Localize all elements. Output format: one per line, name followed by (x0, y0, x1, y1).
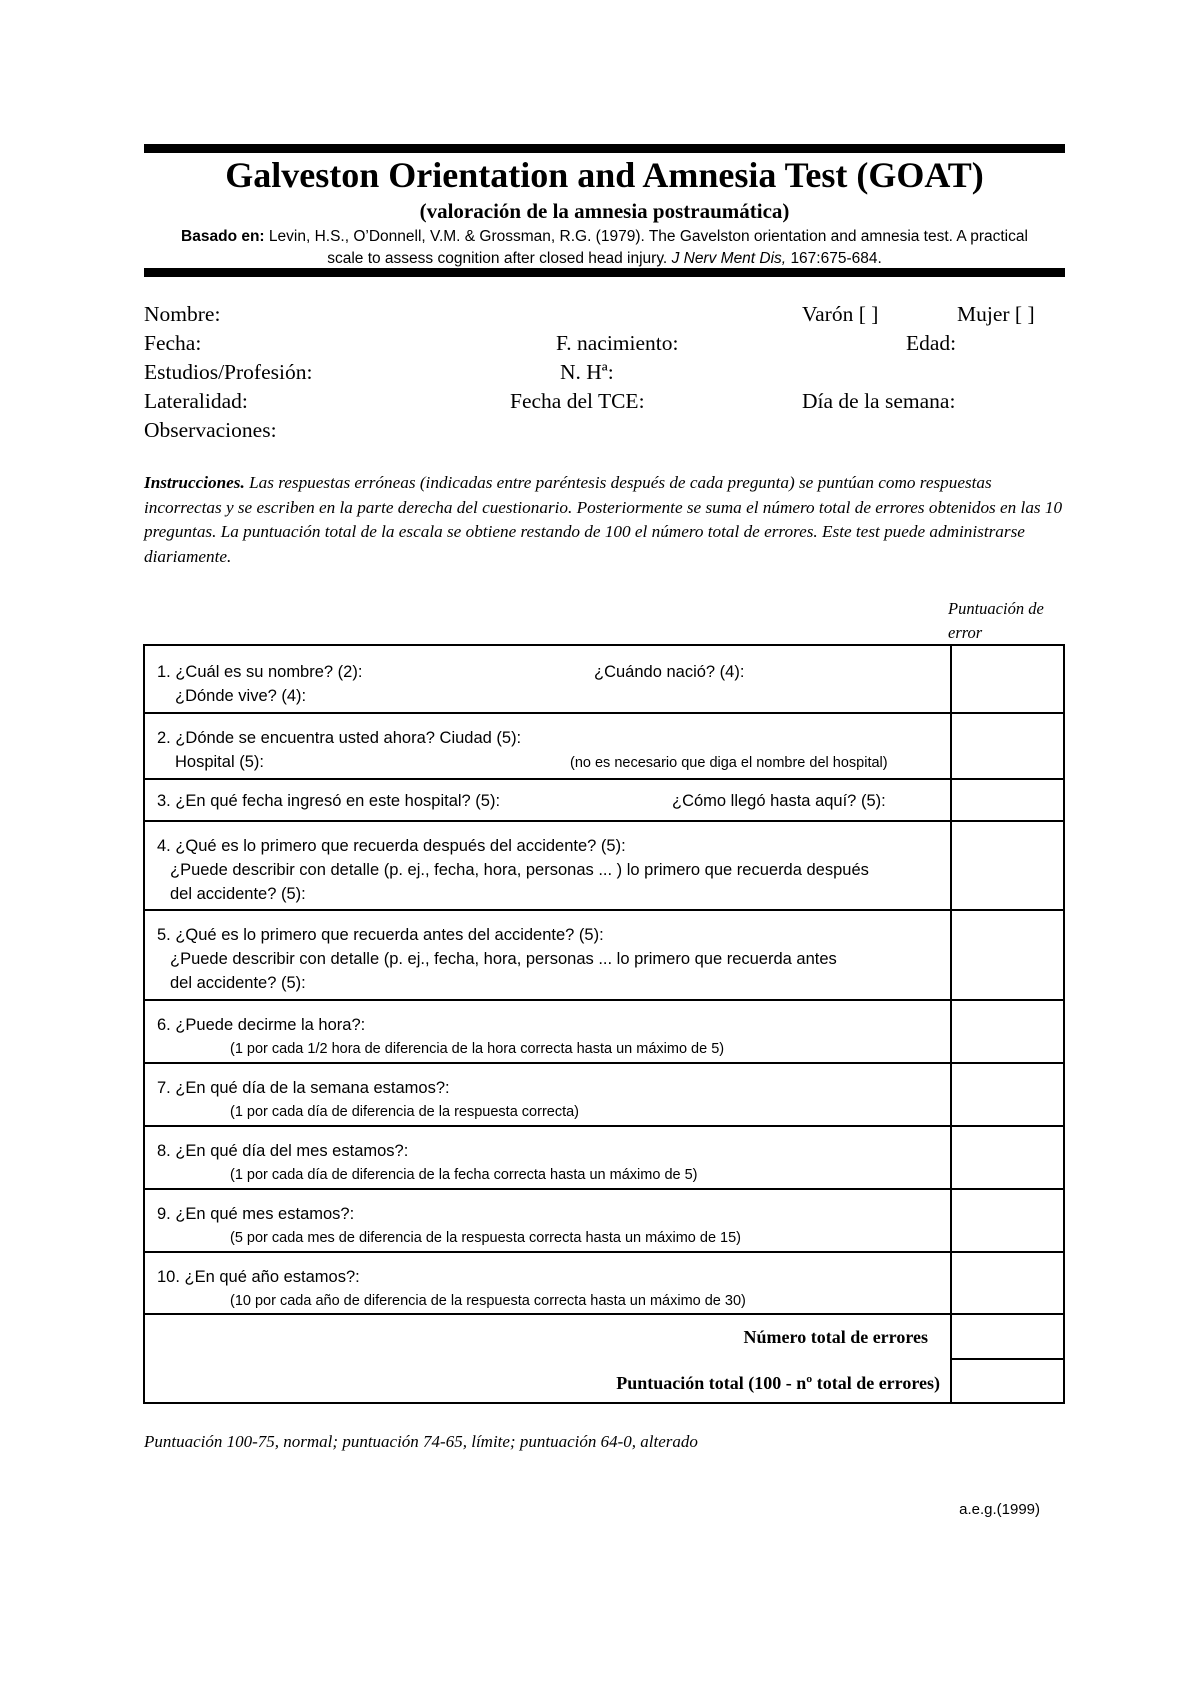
q3-admission: 3. ¿En qué fecha ingresó en este hospital? (5): (157, 792, 501, 810)
totals-section (145, 1315, 1063, 1402)
observaciones-label: Observaciones: (144, 418, 277, 442)
instructions-paragraph (144, 471, 1065, 569)
q9-scoring: (5 por cada mes de diferencia de la respuesta correcta hasta un máximo de 15) (230, 1230, 741, 1246)
score-header-line-1: Puntuación de (948, 599, 1044, 618)
q9-score-cell[interactable] (952, 1190, 1063, 1251)
question-row-8 (145, 1127, 1063, 1190)
q1-score-cell[interactable] (952, 646, 1063, 712)
lateralidad-label: Lateralidad: (144, 389, 248, 413)
nombre-label: Nombre: (144, 302, 221, 326)
q10-year: 10. ¿En qué año estamos?: (157, 1268, 360, 1286)
question-row-9 (145, 1190, 1063, 1253)
q8-day-of-month: 8. ¿En qué día del mes estamos?: (157, 1142, 409, 1160)
q10-score-cell[interactable] (952, 1253, 1063, 1313)
question-row-10 (145, 1253, 1063, 1315)
dia-semana-label: Día de la semana: (802, 389, 956, 413)
q4-describe-cont: del accidente? (5): (170, 885, 306, 903)
nacimiento-label: F. nacimiento: (556, 331, 679, 355)
q4-describe: ¿Puede describir con detalle (p. ej., fecha, hora, personas ... ) lo primero que recuerda después (170, 861, 869, 879)
q1-home: ¿Dónde vive? (4): (175, 687, 307, 705)
q6-time: 6. ¿Puede decirme la hora?: (157, 1016, 366, 1034)
score-header-line-2: error (948, 623, 983, 642)
total-score-cell[interactable] (952, 1360, 1063, 1402)
question-row-2 (145, 714, 1063, 780)
q6-score-cell[interactable] (952, 1001, 1063, 1062)
varon-checkbox[interactable]: Varón [ ] (802, 302, 879, 326)
q7-score-cell[interactable] (952, 1064, 1063, 1125)
q6-scoring: (1 por cada 1/2 hora de diferencia de la hora correcta hasta un máximo de 5) (230, 1041, 725, 1057)
q4-score-cell[interactable] (952, 822, 1063, 909)
q9-month: 9. ¿En qué mes estamos?: (157, 1205, 355, 1223)
q2-city: 2. ¿Dónde se encuentra usted ahora? Ciudad (5): (157, 729, 522, 747)
q1-name: 1. ¿Cuál es su nombre? (2): (157, 663, 363, 681)
page-title: Galveston Orientation and Amnesia Test (GOAT) (225, 155, 984, 195)
q1-birth: ¿Cuándo nació? (4): (594, 663, 745, 681)
instructions-text: Las respuestas erróneas (indicadas entre paréntesis después de cada pregunta) se puntúan como respuestas incorrectas y se escriben en la parte derecha del cuestionario. Posteriormente se suma el número total de errores obtenidos en las 10 preguntas. La puntuación total de la escala se obtiene restando de 100 el número total de errores. Este test puede administrarse diariamente. (144, 473, 1063, 566)
reference-journal: J Nerv Ment Dis, (671, 250, 787, 267)
header-bottom-rule (144, 268, 1065, 277)
mujer-checkbox[interactable]: Mujer [ ] (957, 302, 1035, 326)
q5-score-cell[interactable] (952, 911, 1063, 999)
instructions-label: Instrucciones. (144, 473, 245, 492)
estudios-label: Estudios/Profesión: (144, 360, 313, 384)
q4-first-memory: 4. ¿Qué es lo primero que recuerda después del accidente? (5): (157, 837, 626, 855)
q2-note: (no es necesario que diga el nombre del hospital) (570, 755, 888, 771)
q8-score-cell[interactable] (952, 1127, 1063, 1188)
fecha-label: Fecha: (144, 331, 202, 355)
question-row-5 (145, 911, 1063, 1001)
question-row-6 (145, 1001, 1063, 1064)
question-row-3 (145, 780, 1063, 822)
question-row-7 (145, 1064, 1063, 1127)
q3-score-cell[interactable] (952, 780, 1063, 820)
question-row-4 (145, 822, 1063, 911)
q7-scoring: (1 por cada día de diferencia de la respuesta correcta) (230, 1104, 580, 1120)
q7-weekday: 7. ¿En qué día de la semana estamos?: (157, 1079, 450, 1097)
question-row-1 (145, 646, 1063, 714)
header-top-rule (144, 144, 1065, 153)
total-errors-cell[interactable] (952, 1315, 1063, 1360)
historia-label: N. Hª: (560, 360, 614, 384)
q2-score-cell[interactable] (952, 714, 1063, 778)
footer-credit: a.e.g.(1999) (959, 1501, 1040, 1518)
score-column-header (948, 597, 1068, 645)
q5-describe: ¿Puede describir con detalle (p. ej., fecha, hora, personas ... lo primero que recuerda antes (170, 950, 837, 968)
q8-scoring: (1 por cada día de diferencia de la fecha correcta hasta un máximo de 5) (230, 1167, 698, 1183)
page-subtitle: (valoración de la amnesia postraumática) (419, 199, 790, 223)
questions-table (143, 644, 1065, 1404)
q2-hospital: Hospital (5): (175, 753, 264, 771)
reference-line-2: scale to assess cognition after closed head injury. (327, 250, 668, 267)
q3-arrival: ¿Cómo llegó hasta aquí? (5): (672, 792, 886, 810)
reference-pages: 167:675-684. (790, 250, 882, 267)
total-errors-label: Número total de errores (743, 1327, 928, 1347)
reference-line-1: Levin, H.S., O’Donnell, V.M. & Grossman, R.G. (1979). The Gavelston orientation and amnesia test. A practical (268, 228, 1028, 245)
total-score-label: Puntuación total (100 - nº total de errores) (616, 1373, 940, 1393)
q5-last-memory: 5. ¿Qué es lo primero que recuerda antes del accidente? (5): (157, 926, 604, 944)
edad-label: Edad: (906, 331, 957, 355)
q5-describe-cont: del accidente? (5): (170, 974, 306, 992)
score-legend: Puntuación 100-75, normal; puntuación 74-65, límite; puntuación 64-0, alterado (144, 1432, 698, 1451)
fecha-tce-label: Fecha del TCE: (510, 389, 645, 413)
reference-citation (144, 226, 1065, 270)
reference-label: Basado en: (181, 228, 265, 245)
q10-scoring: (10 por cada año de diferencia de la respuesta correcta hasta un máximo de 30) (230, 1293, 746, 1309)
